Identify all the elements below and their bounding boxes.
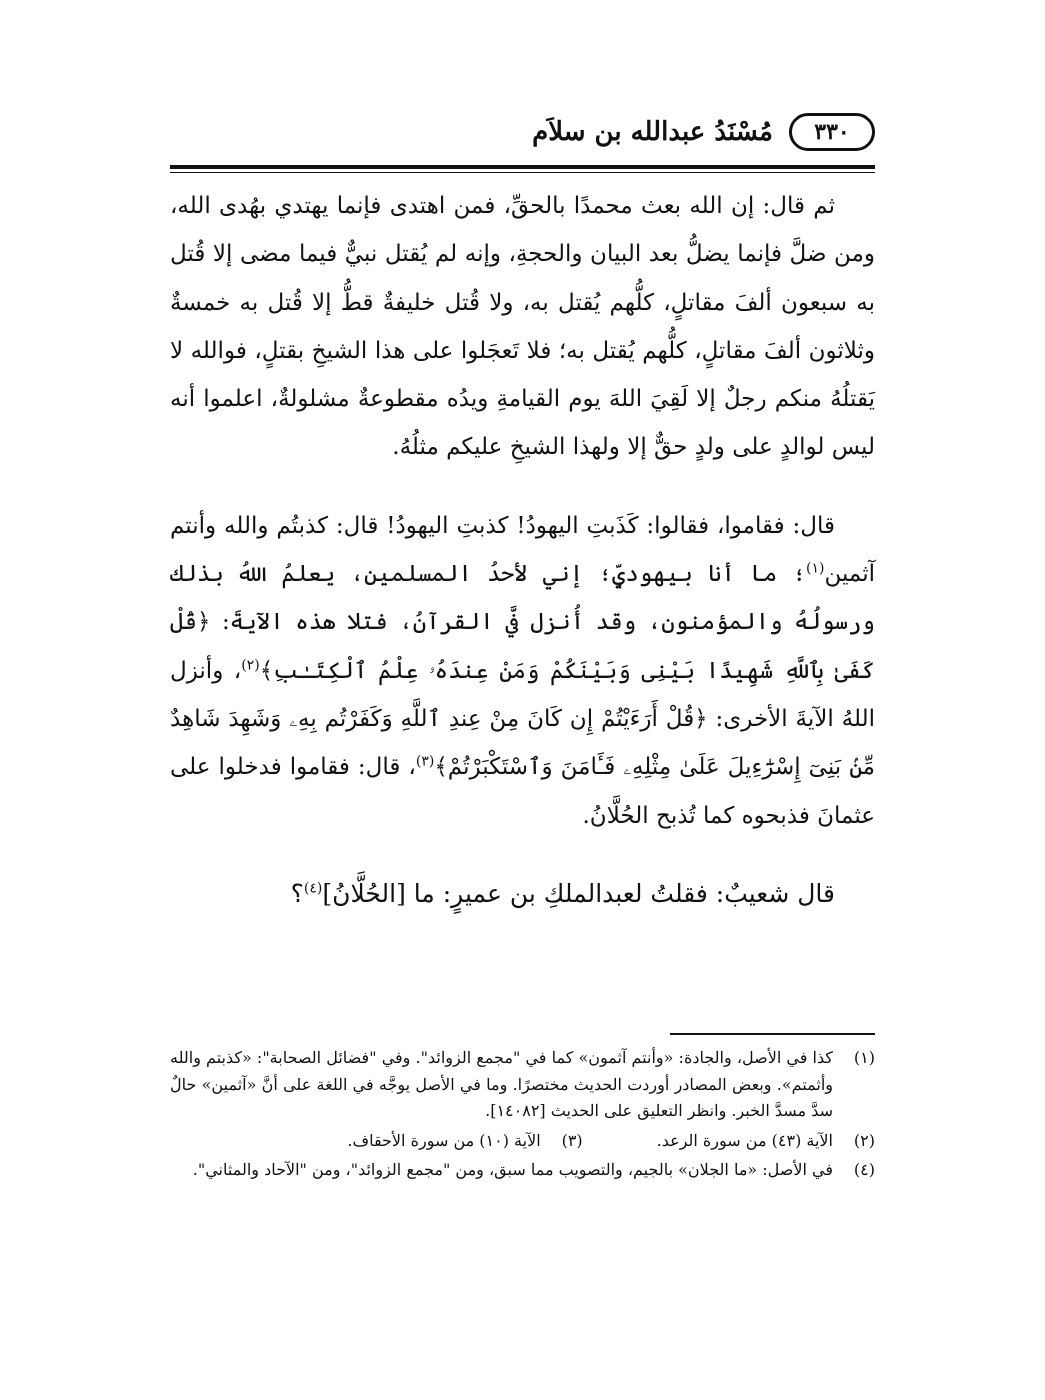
book-title: مُسْنَدُ عبدالله بن سلاَم (532, 117, 773, 147)
paragraph-3 (170, 870, 875, 918)
footnote-text: كذا في الأصل، والجادة: «وأنتم آثمون» كما في "مجمع الزوائد". وفي "فضائل الصحابة": «كذبتم والله وأثمتم». وبعض المصادر أوردت الحديث مختصرًا. وما في الأصل يوجَّه في اللغة على أنَّ «آثمين» حالٌ سدَّ مسدَّ الخبر. وانظر التعليق على الحديث [١٤٠٨٢]. (170, 1048, 833, 1120)
footnote-number: (٣) (561, 1130, 583, 1150)
header-rule-thick (170, 165, 875, 169)
footnote-text: الآية (١٠) من سورة الأحقاف. (347, 1130, 541, 1150)
footnote-ref-2: (٢) (241, 657, 260, 674)
paragraph-2-segment: ، وأنزل اللهُ الآيةَ الأخرى: ﴿قُلْ أَرَءَيْتُمْ إِن كَانَ مِنْ عِندِ ٱللَّهِ وَكَفَرْتُم بِهِۦ وَشَهِدَ شَاهِدٌ مِّنۢ بَنِىٓ إِسْرَٰٓءِيلَ عَلَىٰ مِثْلِهِۦ فَـَٔامَنَ وَٱسْتَكْبَرْتُمْ﴾ (170, 657, 876, 781)
footnote-ref-3: (٣) (415, 753, 435, 770)
footnote-number: (٢) (853, 1130, 875, 1150)
footnote-ref-1: (١) (805, 560, 825, 577)
running-header (170, 108, 875, 156)
footnote-2 (657, 1128, 875, 1155)
paragraph-3-text: قال شعيبٌ: فقلتُ لعبدالملكِ بن عميرٍ: ما [الحُلَّانُ] (322, 878, 835, 908)
footnote-number: (٤) (853, 1160, 875, 1179)
paragraph-3-end: ؟ (290, 878, 304, 908)
footnote-3 (347, 1128, 582, 1155)
footnote-separator (670, 1033, 875, 1035)
paragraph-2-segment: ؛ ما أنا بيهوديٍّ؛ إني لأحدُ المسلمين، يعلمُ اللهُ بذلك ورسولُهُ والمؤمنون، وقد أُنزل فيَّ القرآنُ، فتلا هذه الآيةَ: ﴿قُلْ كَفَىٰ بِٱللَّهِ شَهِيدًا بَيْنِى وَبَيْنَكُمْ وَمَنْ عِندَهُۥ عِلْمُ ٱلْكِتَـٰبِ﴾ (170, 561, 875, 684)
paragraph-2 (170, 502, 875, 840)
footnote-text: الآية (٤٣) من سورة الرعد. (656, 1130, 833, 1150)
footnote-number: (١) (853, 1048, 875, 1067)
footnote-4 (170, 1157, 875, 1184)
page-number-badge: ٣٣٠ (789, 113, 875, 151)
paragraph-1: ثم قال: إن الله بعث محمدًا بالحقِّ، فمن اهتدى فإنما يهتدي بهُدى الله، ومن ضلَّ فإنما يضلُّ بعد البيان والحجةِ، وإنه لم يُقتل نبيٌّ فيما مضى إلا قُتل به سبعون ألفَ مقاتلٍ، كلُّهم يُقتل به، ولا قُتل خليفةٌ قطُّ إلا قُتل به خمسةٌ وثلاثون ألفَ مقاتلٍ، كلُّهم يُقتل به؛ فلا تَعجَلوا على هذا الشيخِ بقتلٍ، فوالله لا يَقتلُهُ منكم رجلٌ إلا لَقِيَ اللهَ يوم القيامةِ ويدُه مقطوعةٌ مشلولةٌ، اعلموا أنه ليس لوالدٍ على ولدٍ حقٌّ إلا ولهذا الشيخِ عليكم مثلُهُ. (170, 193, 875, 461)
footnotes (170, 1045, 875, 1187)
paragraph-2-segment: قال: فقاموا، فقالوا: كَذَبتِ اليهودُ! كذبتِ اليهودُ! قال: كذبتُم والله وأنتم آثمين (170, 512, 875, 588)
footnote-row-2-3 (170, 1128, 875, 1155)
footnote-1 (170, 1045, 875, 1125)
footnote-ref-4: (٤) (303, 880, 323, 897)
main-text (170, 182, 875, 918)
footnote-text: في الأصل: «ما الجلان» بالجيم، والتصويب مما سبق، ومن "مجمع الزوائد"، ومن "الآحاد والمثاني". (192, 1160, 833, 1179)
paragraph-2-segment: ، قال: فقاموا فدخلوا على عثمانَ فذبحوه كما تُذبح الحُلَّانُ. (170, 754, 875, 829)
header-rule-thin (170, 172, 875, 173)
